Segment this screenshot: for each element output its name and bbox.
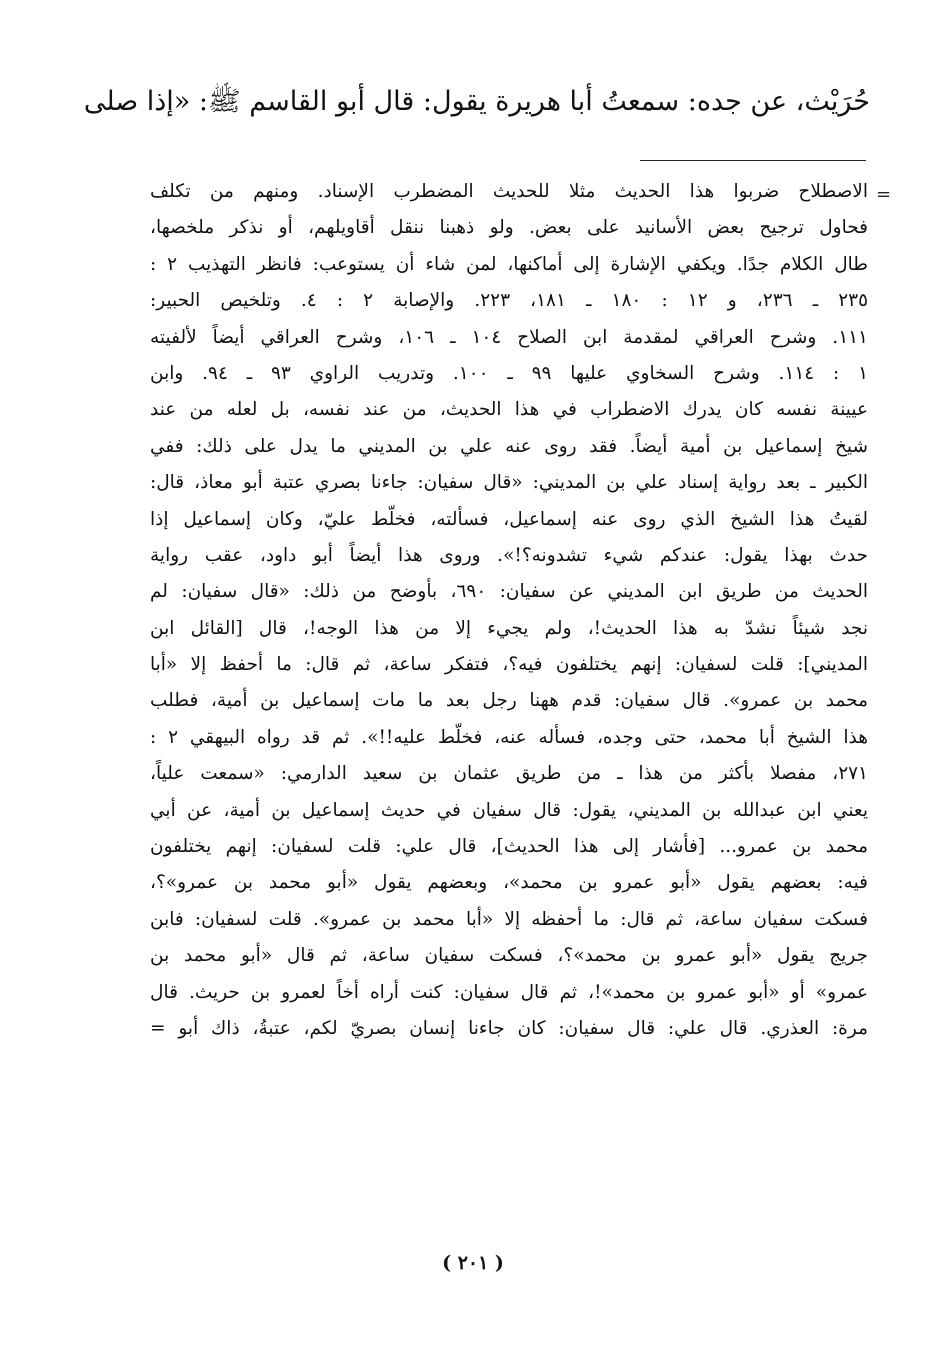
footnote-line: ١ : ١١٤. وشرح السخاوي عليها ٩٩ ـ ١٠٠. وتدريب الراوي ٩٣ ـ ٩٤. وابن [150, 362, 868, 384]
footnote-line: عيينة نفسه كان يدرك الاضطراب في هذا الحديث، من عند نفسه، بل لعله من عند [150, 399, 868, 421]
footnote-line: فحاول ترجيح بعض الأسانيد على بعض. ولو ذهبنا ننقل أقاويلهم، أو نذكر ملخصها، [150, 217, 868, 239]
footnote-line: فيه: بعضهم يقول «أبو عمرو بن محمد»، وبعضهم يقول «أبو محمد بن عمرو»؟، [150, 872, 868, 894]
footnote-line: نجد شيئاً نشدّ به هذا الحديث!، ولم يجيء إلا من هذا الوجه!، قال [القائل ابن [150, 617, 868, 639]
footnote-line: ١١١. وشرح العراقي لمقدمة ابن الصلاح ١٠٤ ـ ١٠٦، وشرح العراقي أيضاً لألفيته [150, 326, 868, 348]
footnote-line: ٢٧١، مفصلا بأكثر من هذا ـ من طريق عثمان بن سعيد الدارمي: «سمعت علياً، [150, 763, 868, 785]
footnote-line: هذا الشيخ أبا محمد، حتى وجده، فسأله عنه، فخلّط عليه!!». ثم قد رواه البيهقي ٢ : [150, 726, 868, 748]
footnote-line: لقيتُ هذا الشيخ الذي روى عنه إسماعيل، فسألته، فخلّط عليّ، وكان إسماعيل إذا [150, 508, 868, 530]
footnote-continuation-mark: = [876, 184, 892, 205]
footnote-line: شيخ إسماعيل بن أمية أيضاً. فقد روى عنه علي بن المديني ما يدل على ذلك: ففي [150, 435, 868, 457]
footnote-divider [640, 160, 866, 161]
footnote-line: طال الكلام جدًا. ويكفي الإشارة إلى أماكنها، لمن شاء أن يستوعب: فانظر التهذيب ٢ : [150, 253, 868, 275]
footnote-block [150, 174, 868, 1047]
footnote-line: الحديث من طريق ابن المديني عن سفيان: ٦٩٠، بأوضح من ذلك: «قال سفيان: لم [150, 581, 868, 603]
footnote-line: جريج يقول «أبو عمرو بن محمد»؟، فسكت سفيان ساعة، ثم قال «أبو محمد بن [150, 945, 868, 967]
footnote-line: فسكت سفيان ساعة، ثم قال: ما أحفظه إلا «أبا محمد بن عمرو». قلت لسفيان: فابن [150, 908, 868, 930]
footnote-line: عمرو» أو «أبو عمرو بن محمد»!، ثم قال سفيان: كنت أراه أخاً لعمرو بن حريث. قال [150, 981, 868, 1003]
footnote-line: الاصطلاح ضربوا هذا الحديث مثلا للحديث المضطرب الإسناد. ومنهم من تكلف [150, 181, 868, 202]
footnote-line: المديني]: قلت لسفيان: إنهم يختلفون فيه؟، فتفكر ساعة، ثم قال: ما أحفظ إلا «أبا [150, 654, 868, 676]
footnote-line: محمد بن عمرو... [فأشار إلى هذا الحديث]، قال علي: قلت لسفيان: إنهم يختلفون [150, 836, 868, 858]
footnote-line: الكبير ـ بعد رواية إسناد علي بن المديني: «قال سفيان: جاءنا بصري عتبة أبو معاذ، قال: [150, 472, 868, 494]
footnote-line: يعني ابن عبدالله بن المديني، يقول: قال سفيان في حديث إسماعيل بن أمية، عن أبي [150, 799, 868, 821]
footnote-line: محمد بن عمرو». قال سفيان: قدم ههنا رجل بعد ما مات إسماعيل بن أمية، فطلب [150, 690, 868, 712]
footnote-line: حدث بهذا يقول: عندكم شيء تشدونه؟!». وروى هذا أيضاً أبو داود، عقب رواية [150, 544, 868, 566]
footnote-line: ٢٣٥ ـ ٢٣٦، و ١٢ : ١٨٠ ـ ١٨١، ٢٢٣. والإصابة ٢ : ٤. وتلخيص الحبير: [150, 290, 868, 312]
footnote-line: مرة: العذري. قال علي: قال سفيان: كان جاءنا إنسان بصريّ لكم، عتبةُ، ذاك أبو = [150, 1017, 868, 1039]
main-text-line: حُرَيْث، عن جده: سمعتُ أبا هريرة يقول: قال أبو القاسم ﷺ: «إذا صلى [83, 86, 870, 117]
page-number: ( ٢٠١ ) [442, 1252, 504, 1274]
